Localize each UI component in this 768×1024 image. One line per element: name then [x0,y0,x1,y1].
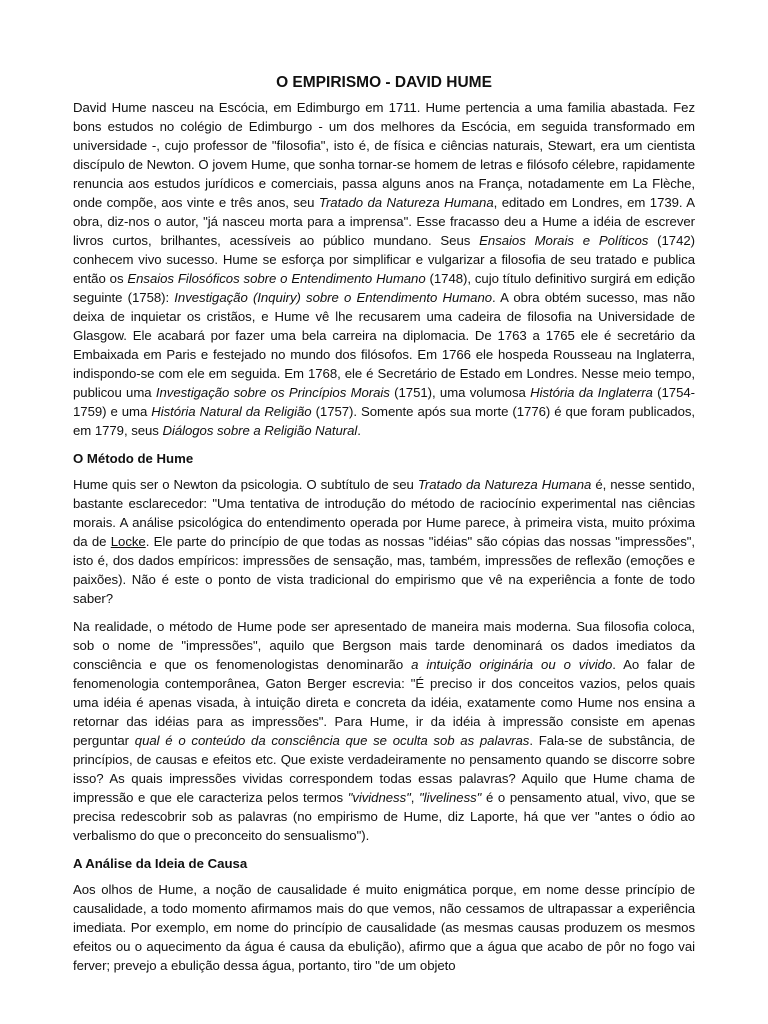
paragraph-metodo-1 [73,475,695,608]
text-run: . A obra obtém sucesso, mas não deixa de inquietar os cristãos, e Hume vê lhe recusarem uma cadeira de filosofia na Universidade de Glasgow. Ele acabará por fazer uma bela carreira na diplomacia. De 1763 a 1765 ele é secretário da Embaixada em Paris e festejado no mundo dos filósofos. Em 1766 ele hospeda Rousseau na Inglaterra, indispondo-se com ele em seguida. Em 1768, ele é Secretário de Estado em Londres. Nesse meio tempo, publicou uma [73,290,695,400]
locke-link[interactable]: Locke [110,534,146,549]
section-heading-metodo: O Método de Hume [73,451,194,466]
text-run: (1748), cujo título definitivo surgirá em edição seguinte (1758): [73,271,695,305]
text-run: é, nesse sentido, bastante esclarecedor: "Uma tentativa de introdução do método de raciocínio experimental nas ciências morais. A análise psicológica do entendimento operada por Hume parece, à primeira vista, muito próxima da de [73,477,696,549]
text-run: . Fala-se de substância, de princípios, de causas e efeitos etc. Que existe verdadeiramente no pensamento quando se discorre sobre isso? As quais impressões vividas correspondem todas essas palavras? Aquilo que Hume chama de impressão e que ele caracteriza pelos termos [73,733,695,805]
text-run: David Hume nasceu na Escócia, em Edimburgo em 1711. Hume pertencia a uma familia abastada. Fez bons estudos no colégio de Edimburgo - um dos melhores da Escócia, em seguida transformado em universidade -, cujo professor de "filosofia", isto é, de física e ciências naturais, Stewart, era um cientista discípulo de Newton. O jovem Hume, que sonha tornar-se homem de letras e filósofo célebre, rapidamente renuncia aos estudos jurídicos e comerciais, passa alguns anos na França, notadamente em La Flèche, onde compõe, aos vinte e três anos, seu [73,100,695,210]
text-run: , [410,790,420,805]
book-title: Ensaios Filosóficos sobre o Entendimento Humano [127,271,426,286]
text-run: (1742) conhecem vivo sucesso. Hume se esforça por simplificar e vulgarizar a filosofia de seu tratado e publica então os [73,233,696,286]
paragraph-causa: Aos olhos de Hume, a noção de causalidade é muito enigmática porque, em nome desse princípio de causalidade, a todo momento afirmamos mais do que vemos, não cessamos de ultrapassar a experiência imediata. Por exemplo, em nome do princípio de causalidade (as mesmas causas produzem os mesmos efeitos ou o aquecimento da água é causa da ebulição), afirmo que a água que acabo de pôr no fogo vai ferver; prevejo a ebulição dessa água, portanto, tiro "de um objeto [73,882,695,973]
paragraph-metodo-2 [73,617,695,845]
book-title: História Natural da Religião [151,404,312,419]
text-run: . Ao falar de fenomenologia contemporânea, Gaton Berger escrevia: "É preciso ir dos conceitos vazios, pelos quais uma idéia é apenas visada, à intuição direta e concreta da idéia, exatamente como Hume nos ensina a retornar das idéias para as impressões". Para Hume, ir da idéia à impressão consiste em apenas perguntar [73,657,695,748]
text-run: (1757). Somente após sua morte (1776) é que foram publicados, em 1779, seus [73,404,696,438]
text-run: Na realidade, o método de Hume pode ser apresentado de maneira mais moderna. Sua filosofia coloca, sob o nome de "impressões", aquilo que Bergson mais tarde denominará os dados imediatos da consciência e que os fenomenologistas denominarão [73,619,695,672]
book-title: Investigação sobre os Princípios Morais [155,385,390,400]
italic-phrase: qual é o conteúdo da consciência que se oculta sob as palavras [134,733,530,748]
book-title: Ensaios Morais e Políticos [479,233,649,248]
text-run: (1754-1759) e uma [73,385,695,419]
text-run: (1751), uma volumosa [389,385,531,400]
book-title: Investigação (Inquiry) sobre o Entendimento Humano [174,290,493,305]
book-title: Tratado da Natureza Humana [318,195,494,210]
italic-phrase: a intuição originária ou o vivido [411,657,613,672]
italic-term: "liveliness" [419,790,482,805]
text-run: . Ele parte do princípio de que todas as nossas "idéias" são cópias das nossas "impressões", isto é, dos dados empíricos: impressões de sensação, mas, também, impressões de reflexão (emoções e paixões). Não é este o ponto de vista tradicional do empirismo que vê na experiência a fonte de todo saber? [73,534,696,606]
text-run: . [357,423,361,438]
document-title: O EMPIRISMO - DAVID HUME [276,74,492,91]
section-heading-analise: A Análise da Ideia de Causa [73,856,248,871]
text-run: , editado em Londres, em 1739. A obra, diz-nos o autor, "já nasceu morta para a imprensa". Esse fracasso deu a Hume a idéia de escrever livros curtos, brilhantes, acessíveis ao público mundano. Seus [73,195,696,248]
text-run: Hume quis ser o Newton da psicologia. O subtítulo de seu [73,477,418,492]
text-run: é o pensamento atual, vivo, que se precisa redescobrir sob as palavras (no empirismo de Hume, diz Laporte, há que ver "antes o ódio ao verbalismo do que o preconceito do sensualismo"). [73,790,695,843]
book-title: História da Inglaterra [530,385,653,400]
book-title: Tratado da Natureza Humana [417,477,592,492]
paragraph-biography [73,98,695,440]
italic-term: "vividness" [347,790,411,805]
book-title: Diálogos sobre a Religião Natural [162,423,358,438]
